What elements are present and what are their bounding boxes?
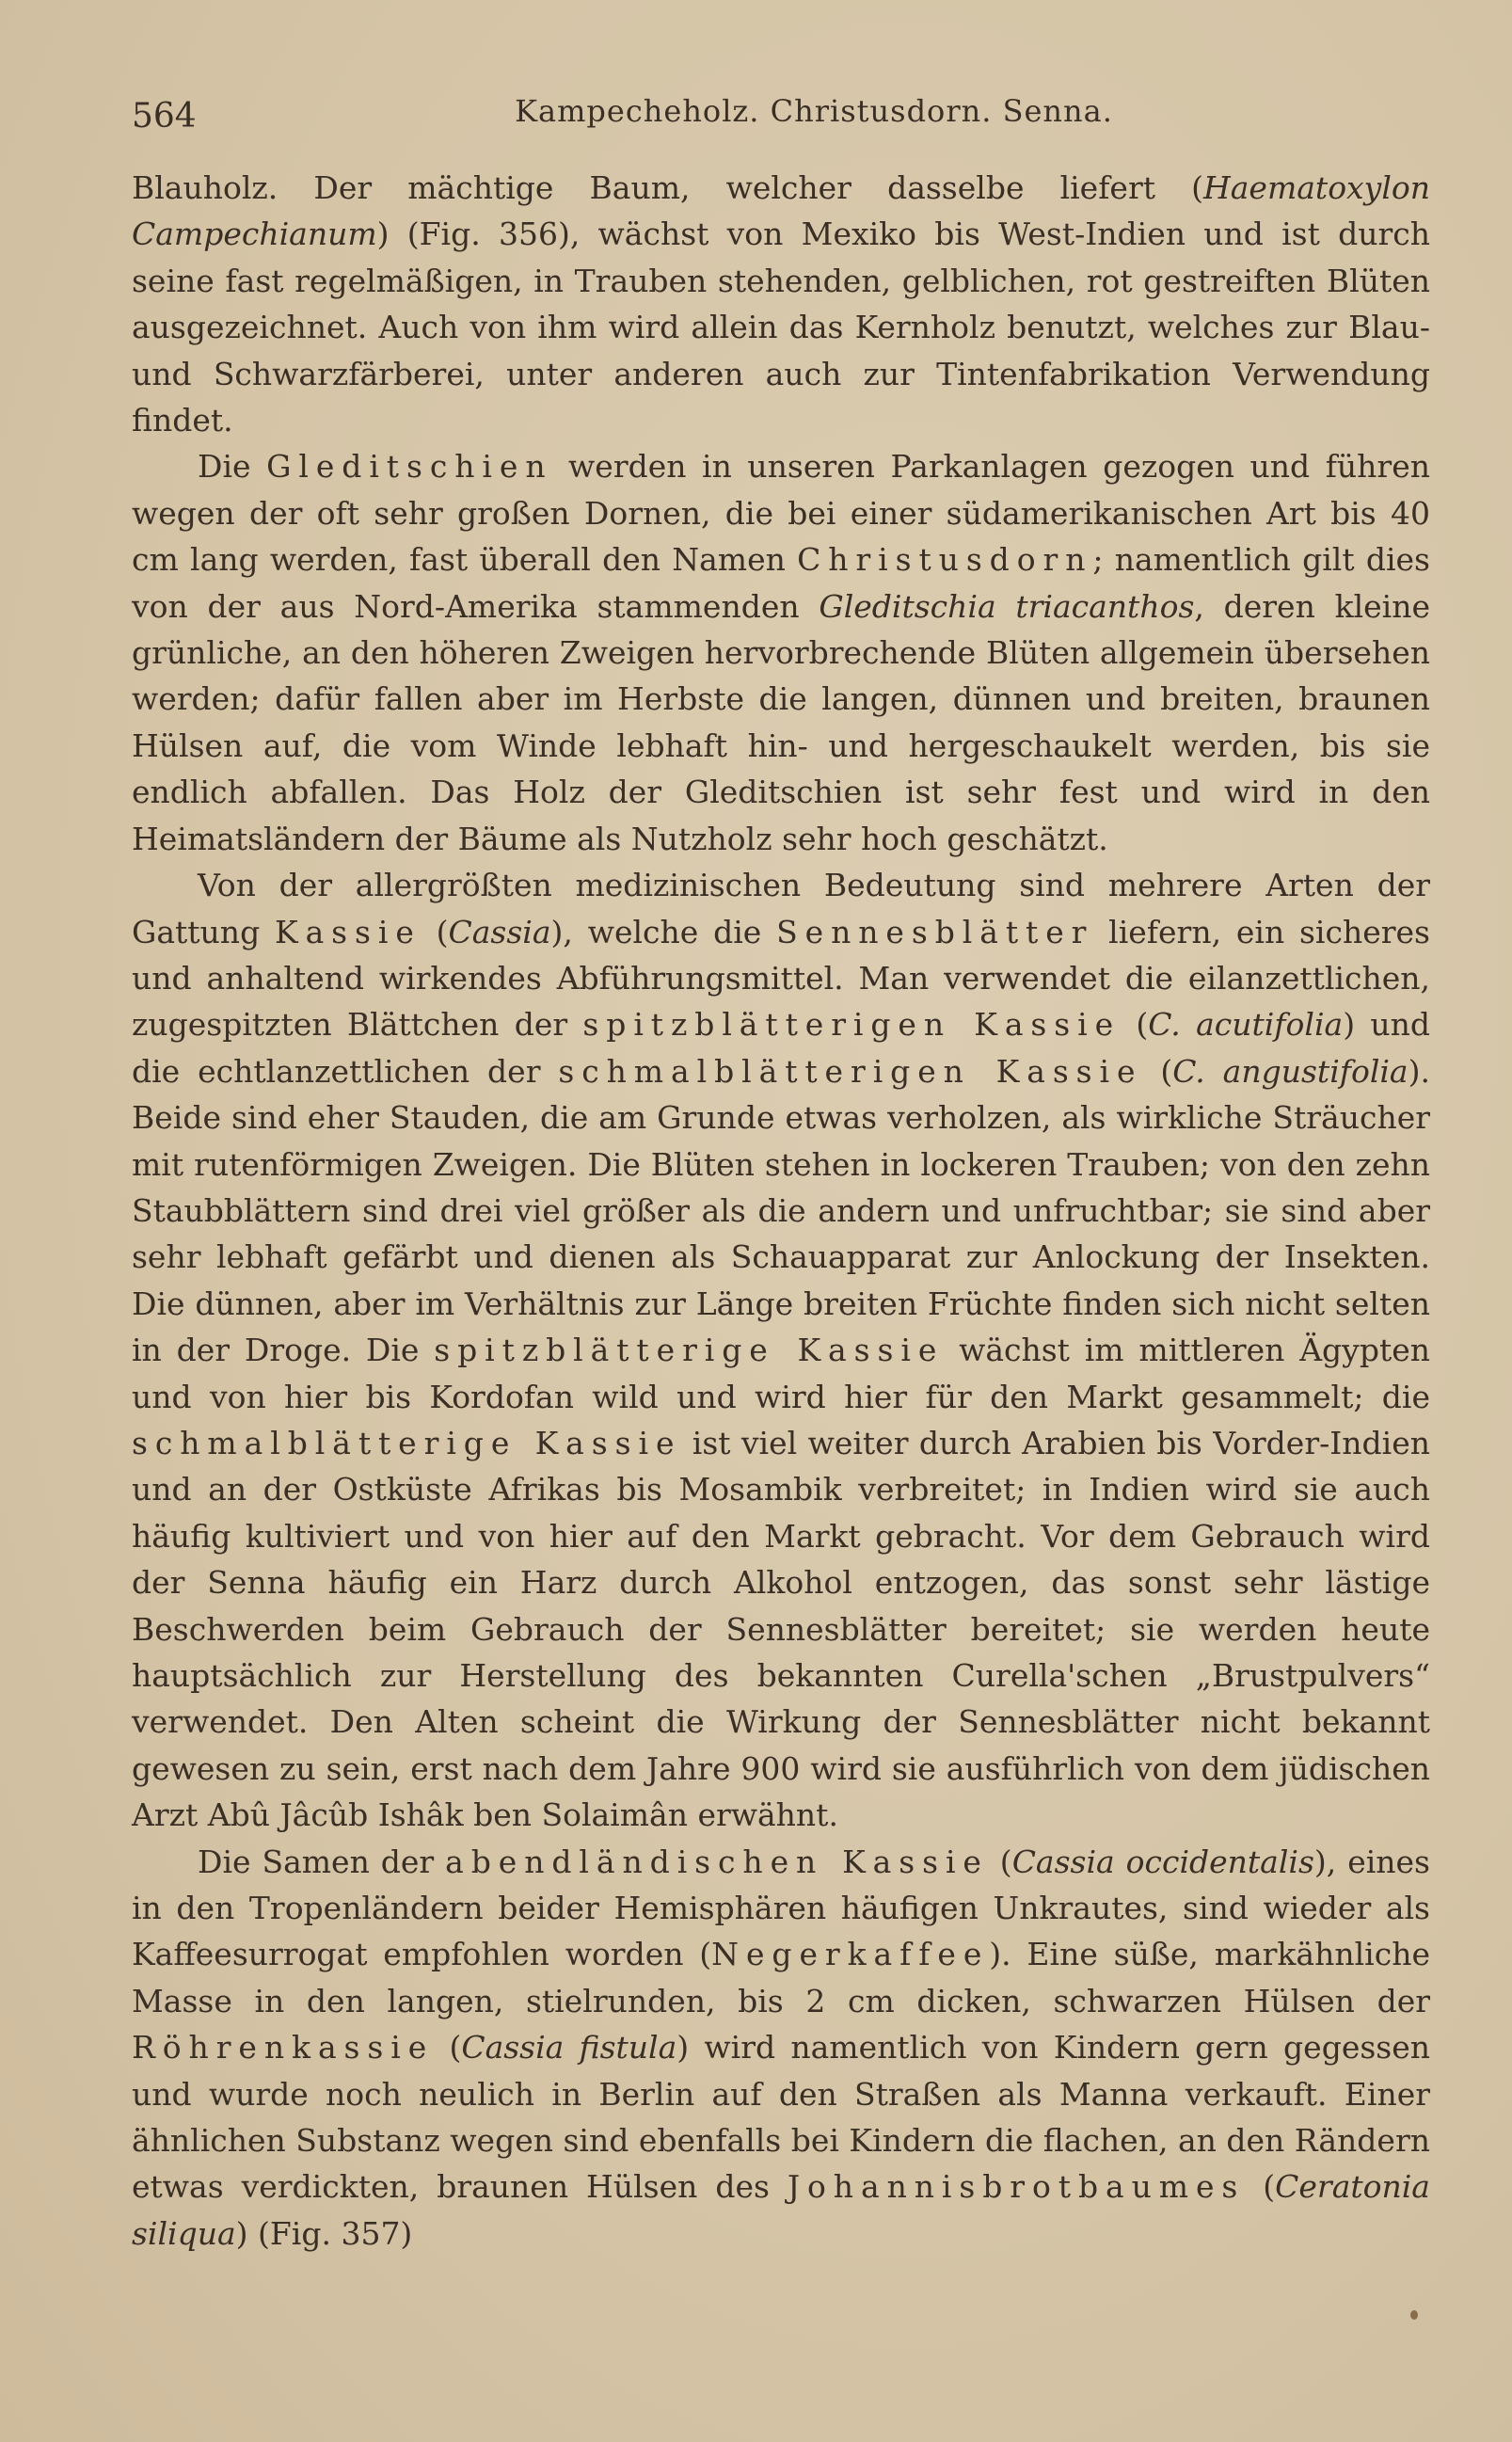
spaced-term: Christusdorn (797, 541, 1093, 579)
spaced-term: spitzblätterige Kassie (434, 1332, 945, 1369)
page-number: 564 (132, 97, 197, 136)
book-page (132, 89, 1430, 2257)
text-run: ). Eine süße, markähnliche Masse in den langen, stielrunden, bis 2 cm dicken, schwarzen Hülsen der (132, 1936, 1430, 2019)
spaced-term: Negerkaffee (711, 1936, 990, 1973)
text-run: Die Samen der (198, 1843, 446, 1880)
latin-name: Cassia fistula (461, 2029, 677, 2067)
spaced-term: Gleditschien (266, 448, 553, 486)
latin-name: Cassia occidentalis (1011, 1843, 1314, 1880)
paragraph (132, 1839, 1430, 2258)
ink-speck (1410, 2310, 1418, 2320)
spaced-term: Sennesblätter (776, 913, 1094, 950)
text-run: ), welche die (550, 913, 777, 950)
text-run: ( (434, 2029, 462, 2067)
latin-name: Gleditschia triacanthos (819, 587, 1195, 625)
spaced-term: Kassie (275, 913, 422, 950)
latin-name: Haematoxylon Campechianum (132, 169, 1430, 253)
text-run: Von der allergrößten medizinischen Bedeutung sind mehrere Arten der Gattung (132, 867, 1430, 950)
text-run: ) wird namentlich von Kindern gern gegessen und wurde noch neulich in Berlin auf den Straßen als Manna verkauft. Einer ähnlichen Substanz wegen sind ebenfalls bei Kindern die flachen, an den Rändern etwas verdickten, braunen Hülsen des (132, 2029, 1431, 2206)
text-run: ) und die echtlanzettlichen der (132, 1006, 1430, 1090)
text-run: Die (198, 448, 267, 486)
spaced-term: Johannisbrotbaumes (787, 2168, 1246, 2206)
text-run: Blauholz. Der mächtige Baum, welcher dasselbe liefert ( (132, 169, 1203, 206)
text-run: , deren kleine grünliche, an den höheren Zweigen hervorbrechende Blüten allgemein übersehen werden; dafür fallen aber im Herbste die langen, dünnen und breiten, braunen Hülsen auf, die vom Winde lebhaft hin- und hergeschaukelt werden, bis sie endlich abfallen. Das Holz der Gleditschien ist sehr fest und wird in den Heimatsländern der Bäume als Nutzholz sehr hoch geschätzt. (132, 587, 1430, 857)
page-header (132, 89, 1430, 146)
text-run: ). Beide sind eher Stauden, die am Grunde etwas verholzen, als wirkliche Sträucher mit rutenförmigen Zweigen. Die Blüten stehen in lockeren Trauben; von den zehn Staubblättern sind drei viel größer als die andern und unfruchtbar; sie sind aber sehr lebhaft gefärbt und dienen als Schauapparat zur Anlockung der Insekten. Die dünnen, aber im Verhältnis zur Länge breiten Früchte finden sich nicht selten in der Droge. Die (132, 1052, 1430, 1369)
latin-name: C. acutifolia (1148, 1006, 1344, 1044)
text-run: ist viel weiter durch Arabien bis Vorder-Indien und an der Ostküste Afrikas bis Mosambik verbreitet; in Indien wird sie auch häufig kultiviert und von hier auf den Markt gebracht. Vor dem Gebrauch wird der Senna häufig ein Harz durch Alkohol entzogen, das sonst sehr lästige Beschwerden beim Gebrauch der Sennesblätter bereitet; sie werden heute hauptsächlich zur Herstellung des bekannten Curella'schen „Brustpulvers“ verwendet. Den Alten scheint die Wirkung der Sennesblätter nicht bekannt gewesen zu sein, erst nach dem Jahre 900 wird sie ausführlich von dem jüdischen Arzt Abû Jâcûb Ishâk ben Solaimân erwähnt. (132, 1424, 1431, 1834)
spaced-term: schmalblätterigen Kassie (558, 1052, 1143, 1090)
paragraph (132, 862, 1430, 1839)
text-run: ( (1121, 1006, 1149, 1044)
text-run: wächst im mittleren Ägypten und von hier bis Kordofan wild und wird hier für den Markt gesammelt; die (132, 1332, 1430, 1415)
latin-name: C. angustifolia (1172, 1052, 1409, 1090)
text-run: ), eines in den Tropenländern beider Hemisphären häufigen Unkrautes, sind wieder als Kaffeesurrogat empfohlen worden ( (132, 1843, 1430, 1973)
text-run: werden in unseren Parkanlagen gezogen und führen wegen der oft sehr großen Dornen, die bei einer südamerikanischen Art bis 40 cm lang werden, fast überall den Namen (132, 448, 1430, 579)
text-run: ( (988, 1843, 1012, 1880)
paragraph (132, 165, 1430, 443)
latin-name: Cassia (448, 913, 551, 950)
text-run: ( (1142, 1052, 1173, 1090)
spaced-term: schmalblätterige Kassie (132, 1424, 682, 1461)
text-run: ) (Fig. 356), wächst von Mexiko bis West-Indien und ist durch seine fast regelmäßigen, in Trauben stehenden, gelblichen, rot gestreiften Blüten ausgezeichnet. Auch von ihm wird allein das Kernholz benutzt, welches zur Blau- und Schwarzfärberei, unter anderen auch zur Tintenfabrikation Verwendung findet. (132, 215, 1430, 439)
body-text (132, 165, 1430, 2257)
text-run: liefern, ein sicheres und anhaltend wirkendes Abführungsmittel. Man verwendet die eilanzettlichen, zugespitzten Blättchen der (132, 913, 1430, 1044)
text-run: ; namentlich gilt dies von der aus Nord-Amerika stammenden (132, 541, 1430, 625)
text-run: ) (Fig. 357) (235, 2214, 413, 2252)
text-run: ( (421, 913, 449, 950)
spaced-term: spitzblätterigen Kassie (582, 1006, 1122, 1044)
spaced-term: abendländischen Kassie (445, 1843, 989, 1880)
spaced-term: Röhrenkassie (132, 2029, 435, 2067)
latin-name: Ceratonia siliqua (132, 2168, 1430, 2252)
paragraph (132, 443, 1430, 862)
text-run: ( (1245, 2168, 1276, 2206)
running-title: Kampecheholz. Christusdorn. Senna. (515, 93, 1113, 129)
